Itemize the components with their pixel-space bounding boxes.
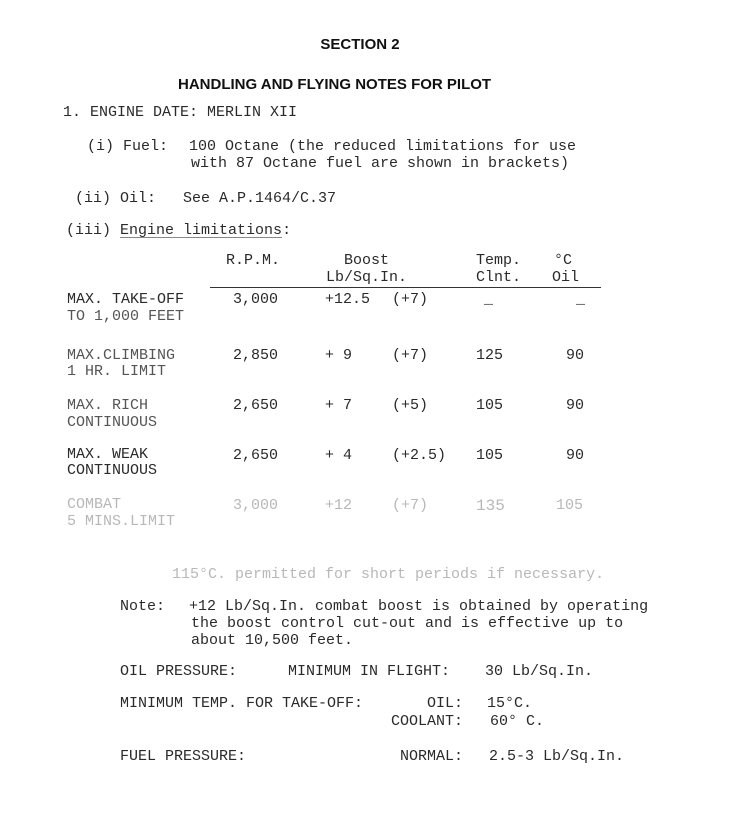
limitations-colon: : — [282, 222, 292, 239]
row-oil: _ — [576, 291, 586, 308]
fuel-pressure-value: 2.5-3 Lb/Sq.In. — [489, 748, 625, 765]
row-boost: + 9 — [325, 347, 353, 364]
note-label: Note: — [120, 598, 166, 615]
min-temp-label: MINIMUM TEMP. FOR TAKE-OFF: — [120, 695, 364, 712]
row-label-2: 5 MINS.LIMIT — [67, 513, 176, 530]
row-label-1: COMBAT — [67, 496, 122, 513]
row-oil: 105 — [556, 497, 584, 514]
header-rule — [210, 287, 601, 288]
note-line2: the boost control cut-out and is effective up to — [191, 615, 624, 632]
header-boost-2: Lb/Sq.In. — [326, 269, 408, 286]
row-rpm: 3,000 — [233, 497, 279, 514]
header-temp-2: Clnt. — [476, 269, 522, 286]
row-bracket: (+5) — [392, 397, 429, 414]
note-line3: about 10,500 feet. — [191, 632, 354, 649]
limitations-label: Engine limitations — [120, 222, 283, 239]
row-clnt: 105 — [476, 397, 504, 414]
row-label-1: MAX. RICH — [67, 397, 149, 414]
subtitle: HANDLING AND FLYING NOTES FOR PILOT — [178, 76, 492, 93]
row-rpm: 2,850 — [233, 347, 279, 364]
header-oil-2: Oil — [552, 269, 580, 286]
row-bracket: (+2.5) — [392, 447, 447, 464]
row-boost: + 4 — [325, 447, 353, 464]
row-clnt: 105 — [476, 447, 504, 464]
row-oil: 90 — [566, 397, 585, 414]
header-rpm: R.P.M. — [226, 252, 281, 269]
min-temp-oil-label: OIL: — [427, 695, 464, 712]
row-clnt: 125 — [476, 347, 504, 364]
fuel-line2: with 87 Octane fuel are shown in brackets) — [191, 155, 570, 172]
row-label-1: MAX. TAKE-OFF — [67, 291, 185, 308]
row-boost: +12 — [325, 497, 353, 514]
fuel-pressure-sub: NORMAL: — [400, 748, 464, 765]
row-oil: 90 — [566, 347, 585, 364]
row-label-2: TO 1,000 FEET — [67, 308, 185, 325]
engine-heading: 1. ENGINE DATE: MERLIN XII — [63, 104, 298, 121]
limitations-heading — [66, 222, 291, 239]
row-label-2: 1 HR. LIMIT — [67, 363, 167, 380]
row-bracket: (+7) — [392, 347, 429, 364]
header-oil-1: °C — [554, 252, 573, 269]
oil-value: See A.P.1464/C.37 — [183, 190, 337, 207]
limitations-prefix: (iii) — [66, 222, 112, 239]
permitted-note: 115°C. permitted for short periods if necessary. — [172, 566, 605, 583]
oil-pressure-label: OIL PRESSURE: — [120, 663, 238, 680]
header-temp-1: Temp. — [476, 252, 522, 269]
row-rpm: 3,000 — [233, 291, 279, 308]
min-temp-coolant-label: COOLANT: — [391, 713, 464, 730]
row-rpm: 2,650 — [233, 397, 279, 414]
note-line1: +12 Lb/Sq.In. combat boost is obtained by operating — [189, 598, 649, 615]
row-bracket: (+7) — [392, 497, 429, 514]
min-temp-coolant-value: 60° C. — [490, 713, 545, 730]
oil-pressure-value: 30 Lb/Sq.In. — [485, 663, 594, 680]
oil-pressure-sub: MINIMUM IN FLIGHT: — [288, 663, 451, 680]
row-label-2: CONTINUOUS — [67, 462, 158, 479]
fuel-line1: 100 Octane (the reduced limitations for use — [189, 138, 577, 155]
header-boost-1: Boost — [344, 252, 390, 269]
row-clnt: 135 — [476, 497, 505, 515]
row-bracket: (+7) — [392, 291, 429, 308]
row-label-1: MAX. WEAK — [67, 446, 149, 463]
row-oil: 90 — [566, 447, 585, 464]
row-boost: +12.5 — [325, 291, 371, 308]
row-label-2: CONTINUOUS — [67, 414, 158, 431]
fuel-label: (i) Fuel: — [87, 138, 169, 155]
row-label-1: MAX.CLIMBING — [67, 347, 176, 364]
fuel-pressure-label: FUEL PRESSURE: — [120, 748, 247, 765]
row-clnt: _ — [484, 291, 494, 308]
min-temp-oil-value: 15°C. — [487, 695, 533, 712]
row-rpm: 2,650 — [233, 447, 279, 464]
row-boost: + 7 — [325, 397, 353, 414]
oil-label: (ii) Oil: — [75, 190, 157, 207]
section-title: SECTION 2 — [320, 36, 400, 53]
